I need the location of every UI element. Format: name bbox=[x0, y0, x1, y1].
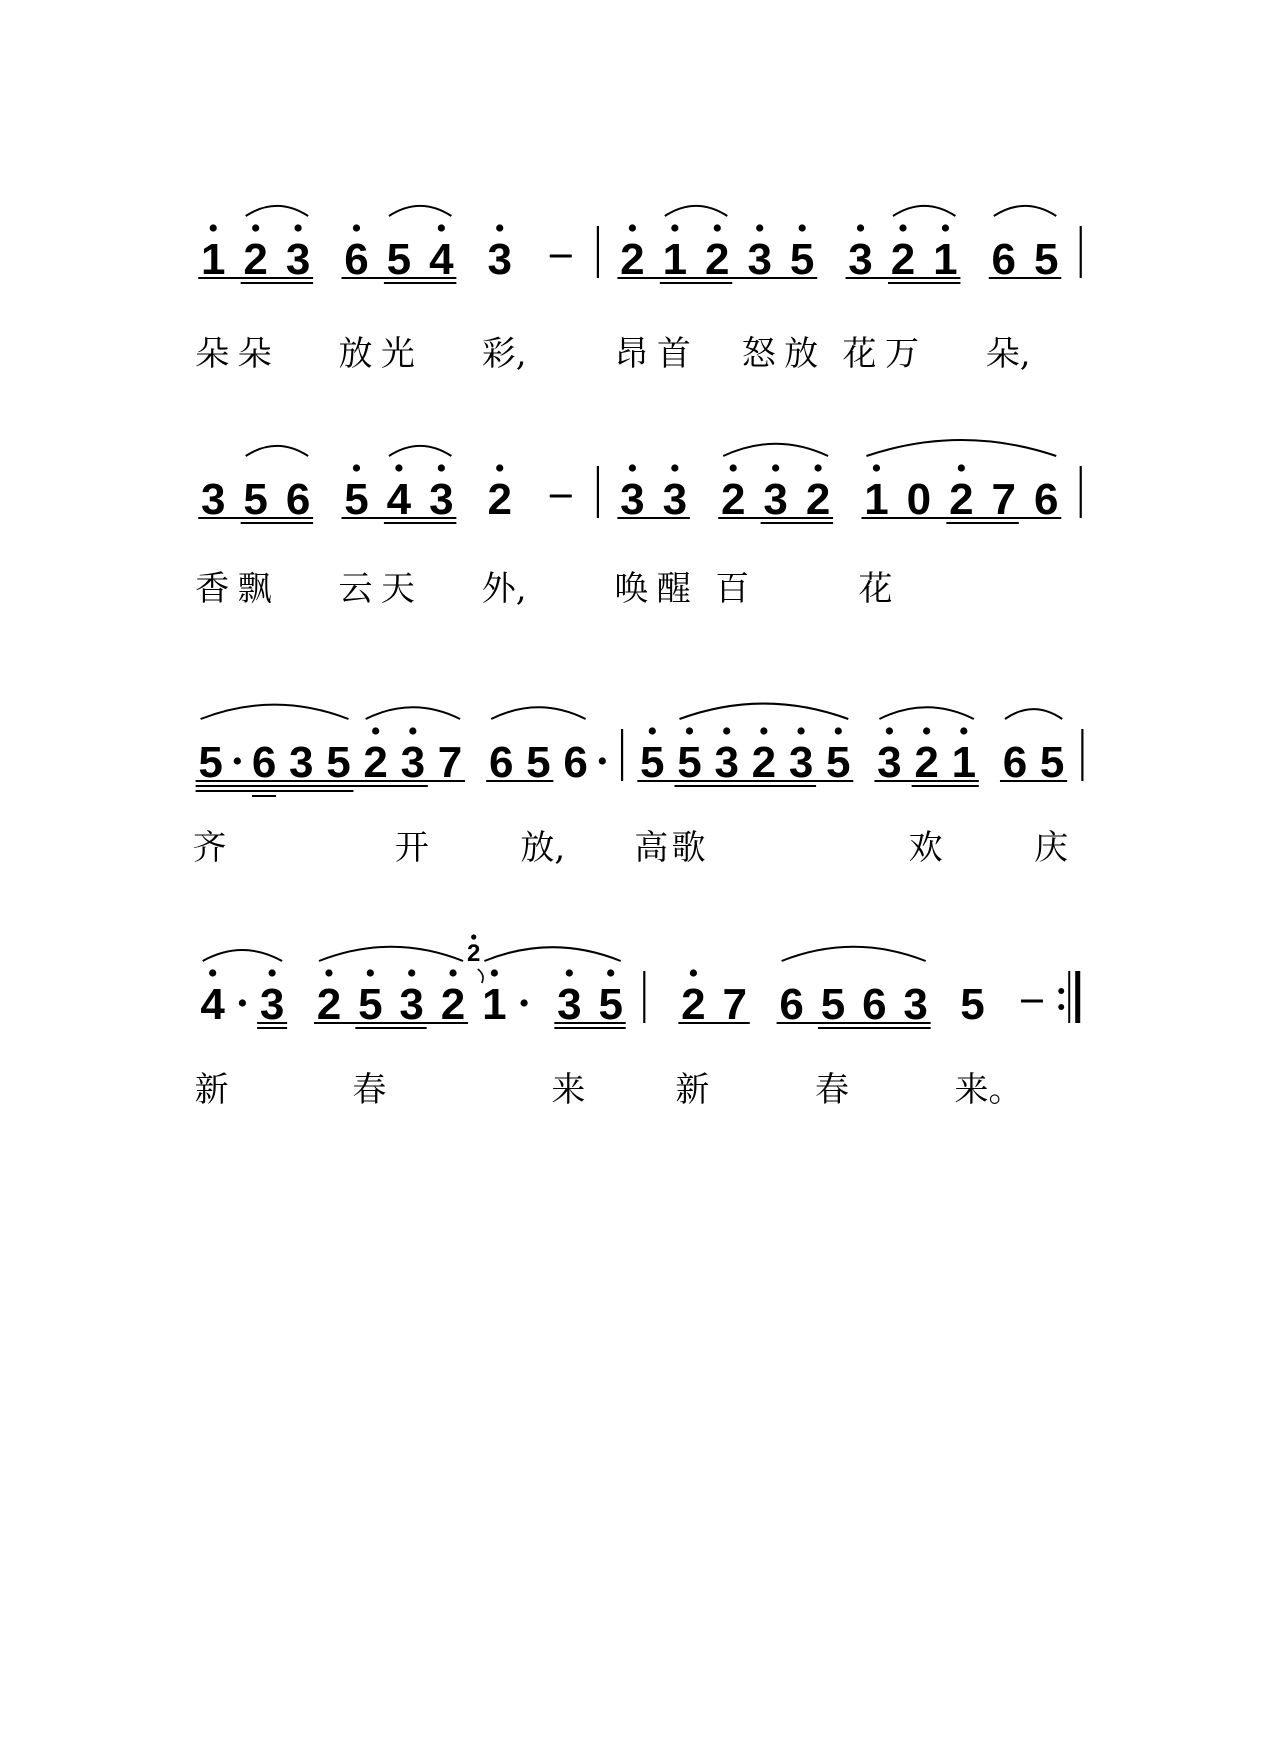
high-octave-dot bbox=[942, 224, 949, 231]
note-digit: 6 bbox=[779, 980, 804, 1029]
slur bbox=[484, 947, 620, 961]
slur bbox=[1005, 709, 1062, 719]
augmentation-dot bbox=[521, 999, 528, 1006]
note-digit: 3 bbox=[848, 235, 873, 284]
note-digit: 2 bbox=[681, 980, 706, 1029]
high-octave-dot bbox=[353, 464, 360, 471]
high-octave-dot bbox=[252, 224, 259, 231]
high-octave-dot bbox=[367, 969, 374, 976]
note-digit: 3 bbox=[877, 738, 902, 787]
note-digit: 3 bbox=[399, 980, 424, 1029]
lyric-char: 醒 bbox=[656, 569, 691, 609]
note-digit: 5 bbox=[326, 738, 351, 787]
high-octave-dot bbox=[730, 464, 737, 471]
lyric-char: 放, bbox=[520, 828, 566, 868]
high-octave-dot bbox=[395, 464, 402, 471]
high-octave-dot bbox=[210, 224, 217, 231]
high-octave-dot bbox=[772, 464, 779, 471]
note-digit: 2 bbox=[620, 235, 645, 284]
repeat-dot bbox=[1058, 988, 1064, 994]
high-octave-dot bbox=[756, 224, 763, 231]
note-digit: 6 bbox=[1002, 738, 1028, 787]
note-digit: 2 bbox=[316, 980, 342, 1029]
high-octave-dot bbox=[814, 464, 821, 471]
high-octave-dot bbox=[958, 464, 965, 471]
high-octave-dot bbox=[671, 464, 678, 471]
note-digit: 6 bbox=[488, 738, 514, 787]
note-digit: 3 bbox=[400, 738, 426, 787]
lyric-char: 齐 bbox=[192, 828, 227, 868]
slur bbox=[866, 440, 1056, 456]
note-digit: 5 bbox=[1039, 738, 1065, 787]
note-digit: 2 bbox=[363, 738, 388, 787]
lyric-char: 开 bbox=[394, 828, 429, 868]
note-digit: 3 bbox=[200, 475, 226, 524]
high-octave-dot bbox=[353, 224, 360, 231]
note-digit: 7 bbox=[437, 738, 463, 787]
lyric-char: 彩, bbox=[481, 334, 527, 374]
note-digit: 3 bbox=[429, 475, 454, 524]
high-octave-dot bbox=[607, 969, 614, 976]
slur bbox=[319, 947, 463, 961]
high-octave-dot bbox=[686, 727, 693, 734]
note-digit: 3 bbox=[747, 235, 772, 284]
high-octave-dot bbox=[671, 224, 678, 231]
note-digit: 4 bbox=[429, 235, 454, 284]
high-octave-dot bbox=[496, 464, 503, 471]
note-digit: 5 bbox=[243, 475, 268, 524]
note-digit: 2 bbox=[949, 475, 974, 524]
lyric-char: 歌 bbox=[671, 828, 706, 868]
note-digit: 1 bbox=[933, 235, 958, 284]
note-digit: 3 bbox=[763, 475, 788, 524]
note-digit: 5 bbox=[358, 980, 383, 1029]
lyric-char: 放 bbox=[338, 334, 373, 374]
note-digit: 2 bbox=[805, 475, 831, 524]
slur bbox=[893, 206, 955, 216]
note-digit: 6 bbox=[251, 738, 277, 787]
high-octave-dot bbox=[566, 969, 573, 976]
lyric-char: 天 bbox=[380, 569, 415, 609]
high-octave-dot bbox=[449, 969, 456, 976]
note-digit: 1 bbox=[482, 980, 507, 1029]
note-digit: 5 bbox=[960, 980, 985, 1029]
lyric-char: 百 bbox=[715, 569, 750, 609]
high-octave-dot bbox=[723, 727, 730, 734]
note-digit: 4 bbox=[200, 980, 225, 1029]
high-octave-dot bbox=[923, 727, 930, 734]
high-octave-dot bbox=[438, 224, 445, 231]
lyric-char: 花 bbox=[842, 334, 877, 374]
note-digit: 3 bbox=[714, 738, 739, 787]
note-digit: 5 bbox=[526, 738, 551, 787]
note-digit: 3 bbox=[289, 738, 314, 787]
augmentation-dot bbox=[234, 757, 241, 764]
lyric-char: 朵 bbox=[237, 334, 272, 374]
slur bbox=[679, 704, 848, 719]
high-octave-dot bbox=[629, 224, 636, 231]
note-digit: 6 bbox=[991, 235, 1017, 284]
high-octave-dot bbox=[899, 224, 906, 231]
high-octave-dot bbox=[649, 727, 656, 734]
lyric-char: 新 bbox=[675, 1070, 710, 1110]
note-digit: 6 bbox=[344, 235, 369, 284]
lyric-char: 飘 bbox=[237, 569, 272, 609]
slur bbox=[203, 950, 282, 961]
slur bbox=[366, 707, 460, 719]
slur bbox=[246, 446, 308, 456]
note-digit: 6 bbox=[563, 738, 588, 787]
note-digit: 5 bbox=[640, 738, 665, 787]
high-octave-dot bbox=[886, 727, 893, 734]
lyric-char: 昂 bbox=[614, 334, 649, 374]
lyric-char: 云 bbox=[338, 569, 373, 609]
high-octave-dot bbox=[960, 727, 967, 734]
slur bbox=[491, 707, 585, 719]
high-octave-dot bbox=[269, 969, 276, 976]
lyric-char: 光 bbox=[380, 334, 415, 374]
note-digit: 3 bbox=[487, 235, 512, 284]
note-digit: 1 bbox=[662, 235, 688, 284]
note-digit: 3 bbox=[662, 475, 688, 524]
lyric-char: 欢 bbox=[908, 828, 943, 868]
note-digit: 2 bbox=[705, 235, 730, 284]
lyric-char: 来 bbox=[551, 1070, 586, 1110]
high-octave-dot bbox=[491, 969, 498, 976]
lyric-char: 朵 bbox=[195, 334, 230, 374]
note-digit: 3 bbox=[788, 738, 814, 787]
lyric-char: 花 bbox=[858, 569, 893, 609]
note-digit: 7 bbox=[722, 980, 747, 1029]
note-digit: 3 bbox=[557, 980, 582, 1029]
lyric-char: 春 bbox=[352, 1070, 387, 1110]
note-digit: 5 bbox=[386, 235, 412, 284]
note-digit: 6 bbox=[862, 980, 887, 1029]
slur bbox=[994, 206, 1056, 216]
lyric-char: 首 bbox=[656, 334, 691, 374]
grace-note: 2 bbox=[467, 940, 481, 967]
note-digit: 2 bbox=[243, 235, 268, 284]
note-digit: 0 bbox=[906, 475, 932, 524]
high-octave-dot bbox=[496, 224, 503, 231]
note-digit: 6 bbox=[285, 475, 311, 524]
slur bbox=[879, 707, 973, 719]
note-digit: 5 bbox=[198, 738, 223, 787]
high-octave-dot bbox=[760, 727, 767, 734]
note-digit: 2 bbox=[751, 738, 777, 787]
note-digit: 5 bbox=[598, 980, 623, 1029]
high-octave-dot bbox=[409, 727, 416, 734]
note-digit: 4 bbox=[386, 475, 412, 524]
lyric-char: 朵, bbox=[985, 334, 1031, 374]
note-digit: 2 bbox=[890, 235, 916, 284]
slur bbox=[201, 705, 349, 719]
note-digit: 5 bbox=[789, 235, 815, 284]
note-digit: 3 bbox=[285, 235, 311, 284]
augmentation-dot bbox=[599, 757, 606, 764]
high-octave-dot bbox=[325, 969, 332, 976]
note-digit: 2 bbox=[720, 475, 746, 524]
note-digit: 3 bbox=[620, 475, 645, 524]
high-octave-dot bbox=[857, 224, 864, 231]
lyric-char: 怒 bbox=[741, 334, 776, 374]
slur bbox=[246, 206, 308, 216]
repeat-dot bbox=[1058, 1004, 1064, 1010]
high-octave-dot bbox=[438, 464, 445, 471]
high-octave-dot bbox=[835, 727, 842, 734]
grace-octave-dot bbox=[471, 934, 476, 939]
slur bbox=[389, 206, 451, 216]
slur bbox=[665, 206, 727, 216]
high-octave-dot bbox=[797, 727, 804, 734]
note-digit: 5 bbox=[677, 738, 702, 787]
note-digit: 6 bbox=[1033, 475, 1059, 524]
slur bbox=[782, 947, 926, 961]
lyric-char: 来。 bbox=[954, 1070, 1023, 1110]
high-octave-dot bbox=[714, 224, 721, 231]
note-digit: 5 bbox=[344, 475, 369, 524]
lyric-char: 放 bbox=[784, 334, 819, 374]
note-digit: 5 bbox=[820, 980, 846, 1029]
lyric-char: 香 bbox=[195, 569, 230, 609]
high-octave-dot bbox=[799, 224, 806, 231]
note-digit: 1 bbox=[864, 475, 889, 524]
note-digit: 2 bbox=[440, 980, 466, 1029]
augmentation-dot bbox=[239, 999, 246, 1006]
note-digit: 5 bbox=[826, 738, 851, 787]
note-digit: 1 bbox=[951, 738, 977, 787]
lyric-char: 外, bbox=[481, 569, 527, 609]
lyric-char: 高 bbox=[634, 828, 669, 868]
lyric-char: 万 bbox=[884, 334, 919, 374]
high-octave-dot bbox=[209, 969, 216, 976]
high-octave-dot bbox=[295, 224, 302, 231]
note-digit: 3 bbox=[903, 980, 928, 1029]
repeat-thick-bar bbox=[1075, 971, 1080, 1023]
lyric-char: 唤 bbox=[614, 569, 649, 609]
note-digit: 5 bbox=[1033, 235, 1059, 284]
high-octave-dot bbox=[629, 464, 636, 471]
note-digit: 2 bbox=[914, 738, 939, 787]
slur bbox=[723, 444, 828, 456]
note-digit: 3 bbox=[259, 980, 285, 1029]
note-digit: 1 bbox=[200, 235, 226, 284]
high-octave-dot bbox=[372, 727, 379, 734]
lyric-char: 春 bbox=[814, 1070, 849, 1110]
lyric-char: 新 bbox=[194, 1070, 229, 1110]
note-digit: 7 bbox=[991, 475, 1017, 524]
lyric-char: 庆 bbox=[1034, 828, 1069, 868]
high-octave-dot bbox=[690, 969, 697, 976]
slur bbox=[389, 446, 451, 456]
high-octave-dot bbox=[873, 464, 880, 471]
high-octave-dot bbox=[408, 969, 415, 976]
note-digit: 2 bbox=[487, 475, 512, 524]
